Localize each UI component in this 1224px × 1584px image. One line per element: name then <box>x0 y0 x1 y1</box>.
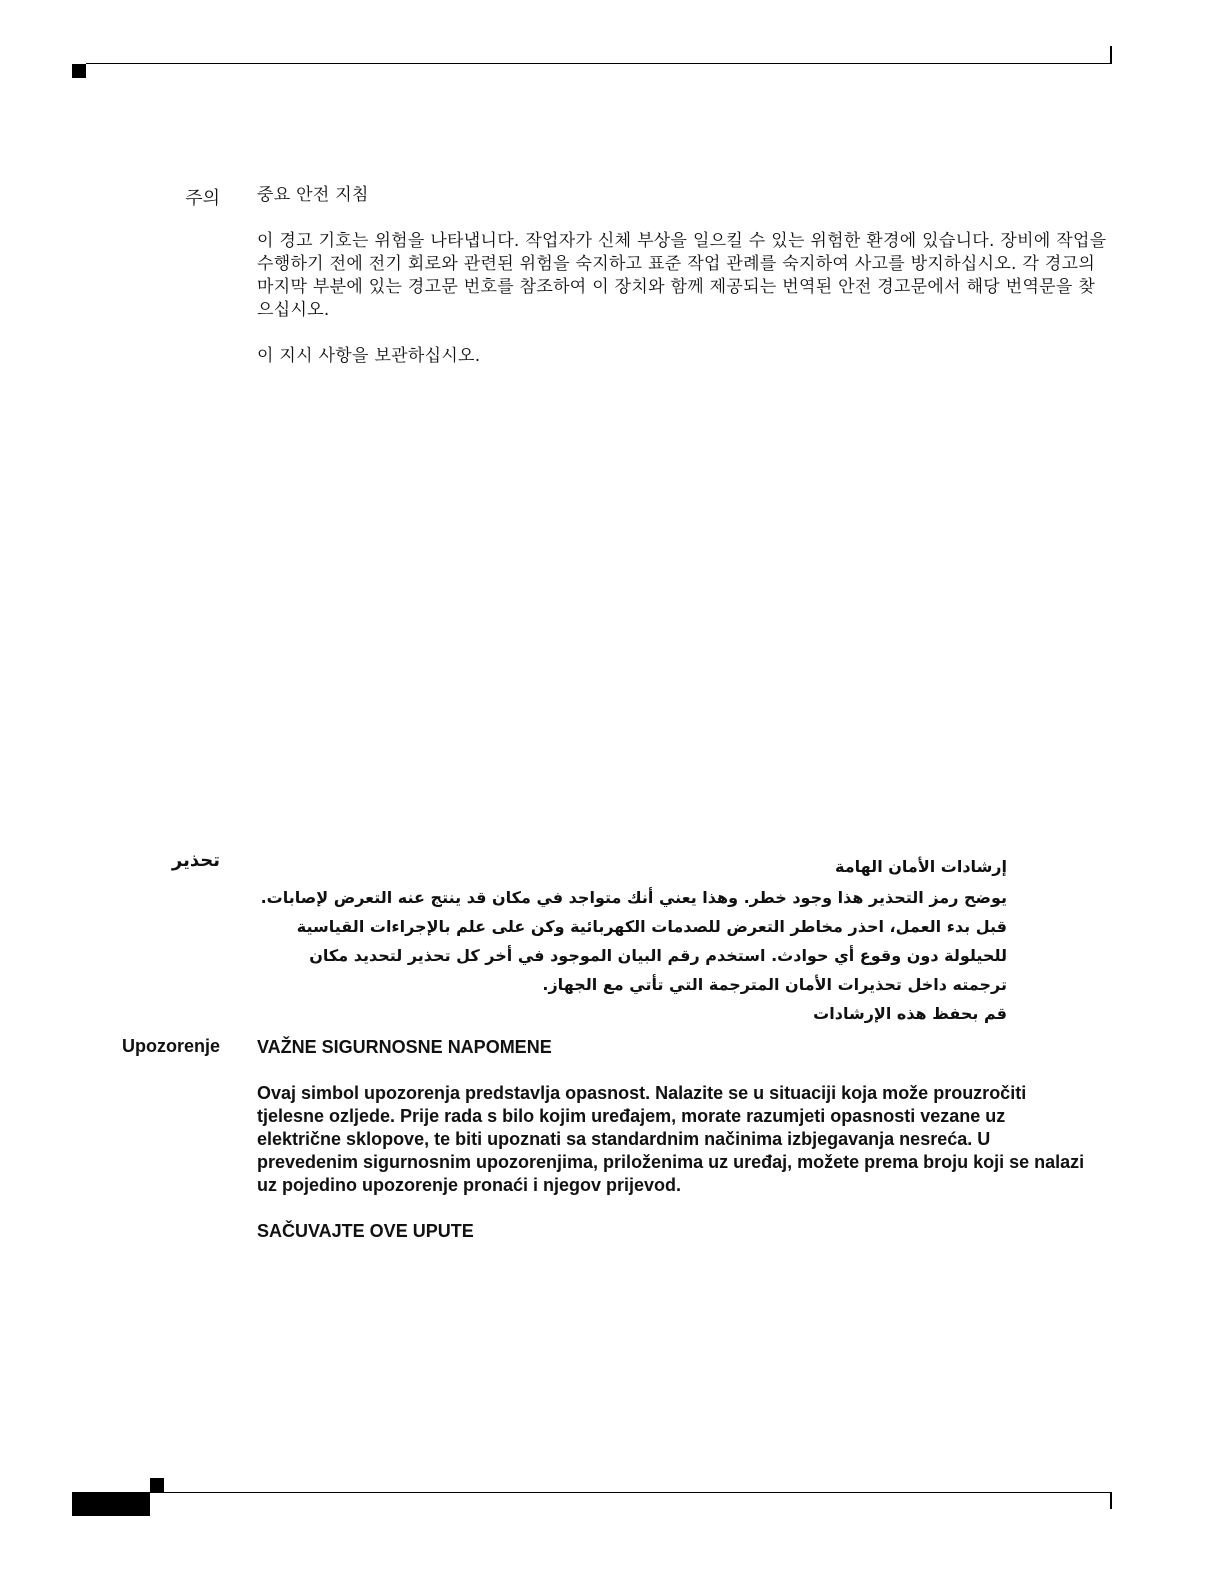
footer-tick-mark <box>1110 1493 1112 1509</box>
korean-warning-label: 주의 <box>185 188 220 209</box>
footer-page-tab <box>72 1492 150 1516</box>
arabic-warning-label: تحذير <box>171 850 220 871</box>
arabic-warning-text: يوضح رمز التحذير هذا وجود خطر. وهذا يعني أنك متواجد في مكان قد ينتج عنه التعرض لإصابات. قبل بدء العمل، احذر مخاطر التعرض للصدمات الكهربائية وكن على علم بالإجراءات القياسية للحيلولة دون وقوع أي حوادث. استخدم رقم البيان الموجود في أخر كل تحذير لتحديد مكان ترجمته داخل تحذيرات الأمان المترجمة التي تأتي مع الجهاز. <box>260 888 1007 994</box>
croatian-warning-footer: SAČUVAJTE OVE UPUTE <box>257 1221 474 1241</box>
korean-warning-text: 이 경고 기호는 위험을 나타냅니다. 작업자가 신체 부상을 일으킬 수 있는 위험한 환경에 있습니다. 장비에 작업을 수행하기 전에 전기 회로와 관련된 위험을 숙지하고 표준 작업 관례를 숙지하여 사고를 방지하십시오. 각 경고의 마지막 부분에 있는 경고문 번호를 참조하여 이 장치와 함께 제공되는 번역된 안전 경고문에서 해당 번역문을 찾으십시오. <box>257 231 1107 320</box>
croatian-warning-text: Ovaj simbol upozorenja predstavlja opasnost. Nalazite se u situaciji koja može prouzročiti tjelesne ozljede. Prije rada s bilo kojim uređajem, morate razumjeti opasnosti vezane uz električne sklopove, te biti upoznati sa standardnim načinima izbjegavanja nesreća. U prevedenim sigurnosnim upozorenjima, priloženima uz uređaj, možete prema broju koji se nalazi uz pojedino upozorenje pronaći i njegov prijevod. <box>257 1083 1085 1195</box>
arabic-warning-footer: قم بحفظ هذه الإرشادات <box>813 1004 1007 1023</box>
korean-warning-title: 중요 안전 지침 <box>257 185 369 205</box>
croatian-warning-title: VAŽNE SIGURNOSNE NAPOMENE <box>257 1037 552 1057</box>
korean-warning-footer: 이 지시 사항을 보관하십시오. <box>257 346 481 366</box>
croatian-warning-label: Upozorenje <box>121 1036 220 1056</box>
arabic-warning-title: إرشادات الأمان الهامة <box>835 857 1007 876</box>
header-rule <box>86 63 1112 64</box>
korean-warning-block <box>257 184 1107 368</box>
header-tick-mark <box>1110 46 1112 64</box>
header-corner-mark <box>72 64 86 78</box>
footer-rule <box>150 1492 1112 1493</box>
arabic-warning-block <box>257 852 1007 1028</box>
croatian-warning-block <box>257 1036 1087 1243</box>
footer-corner-mark <box>150 1478 164 1492</box>
